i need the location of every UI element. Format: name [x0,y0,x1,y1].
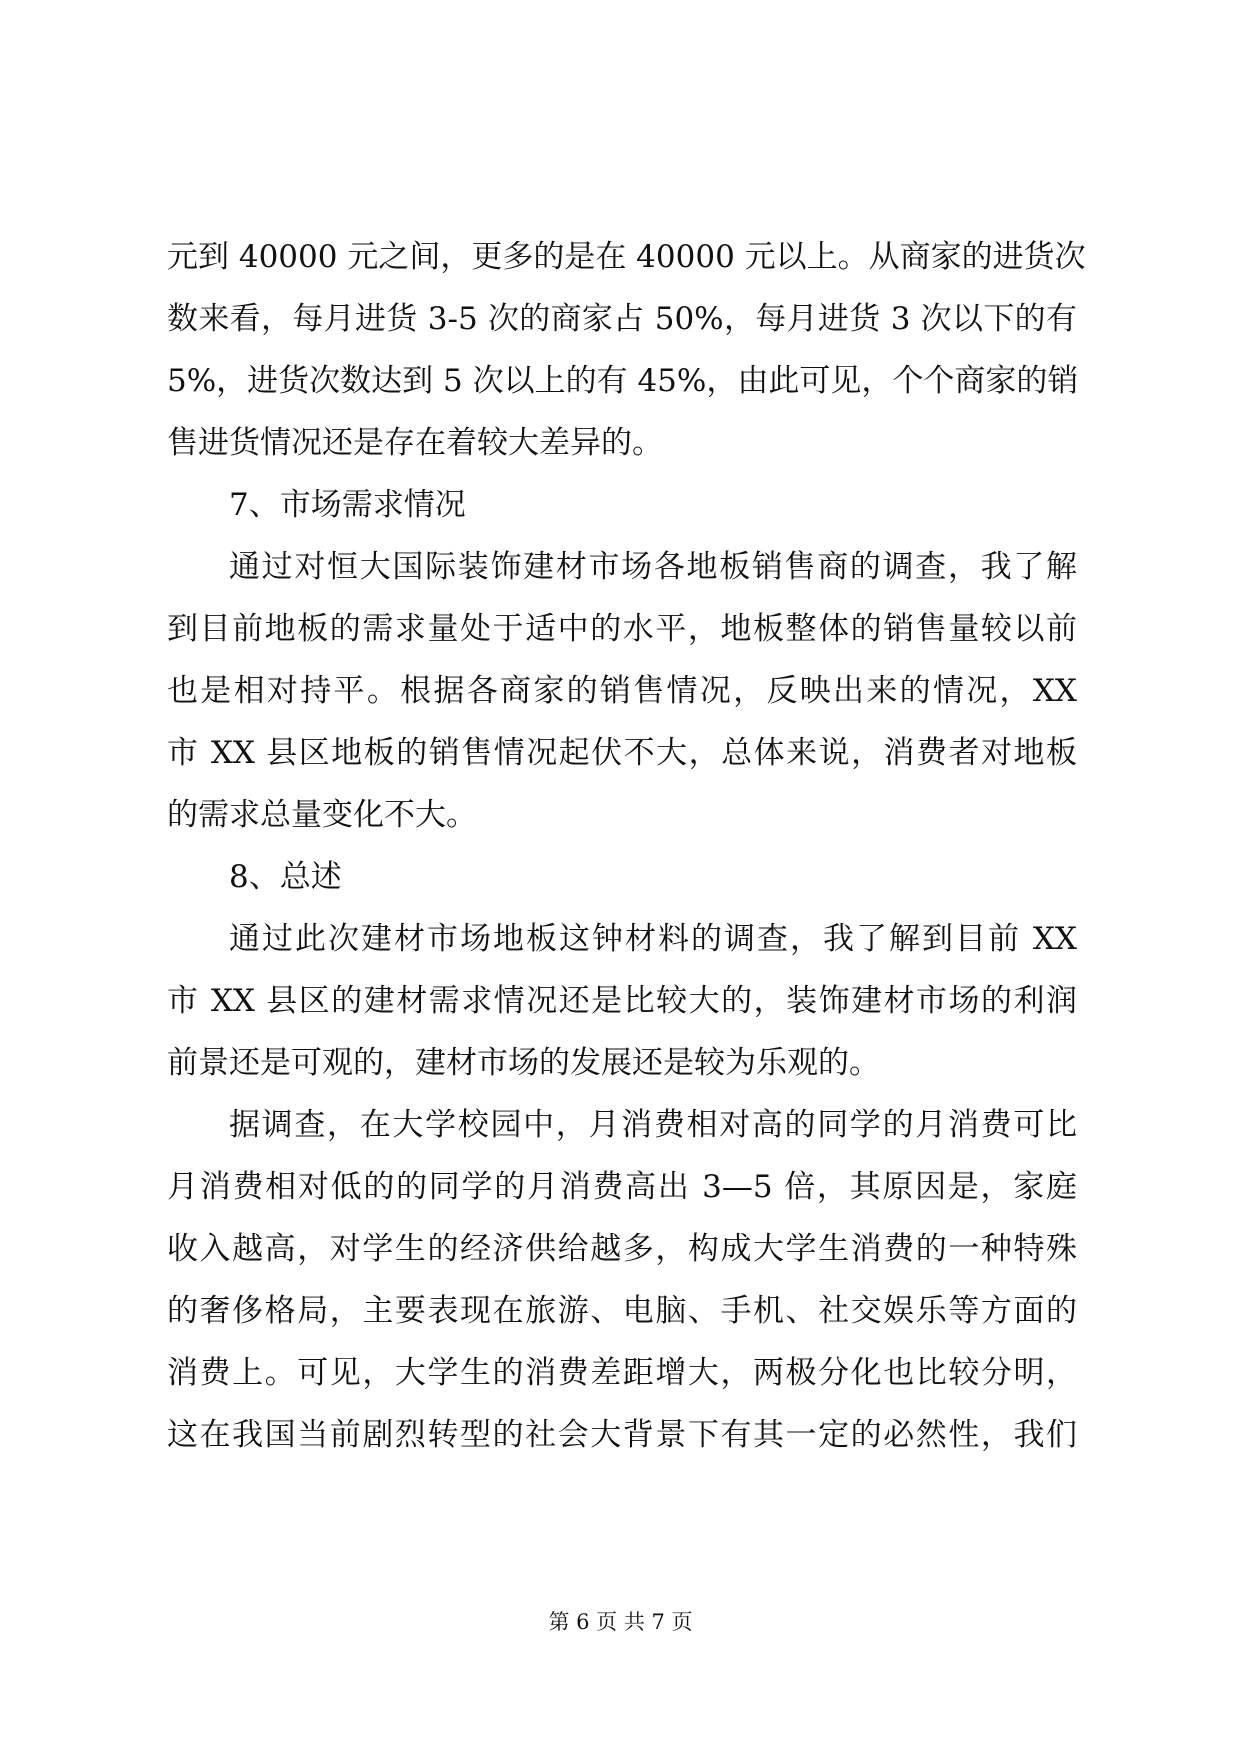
text-line: 的需求总量变化不大。 [167,797,477,833]
text-line: 月消费相对低的的同学的月消费高出 3—5 倍，其原因是，家庭 [167,1169,1077,1205]
text-line: 这在我国当前剧烈转型的社会大背景下有其一定的必然性，我们 [167,1417,1077,1453]
text-line: 5%，进货次数达到 5 次以上的有 45%，由此可见，个个商家的销 [167,363,1079,399]
text-line: 据调查，在大学校园中，月消费相对高的同学的月消费可比 [229,1107,1077,1143]
document-body [167,226,1086,1466]
text-line: 售进货情况还是存在着较大差异的。 [167,425,663,461]
text-line: 数来看，每月进货 3-5 次的商家占 50%，每月进货 3 次以下的有 [167,301,1077,337]
text-line: 市 XX 县区地板的销售情况起伏不大，总体来说，消费者对地板 [167,735,1077,771]
section-heading: 8、总述 [229,859,342,895]
text-line: 通过对恒大国际装饰建材市场各地板销售商的调查，我了解 [229,549,1077,585]
text-line: 前景还是可观的，建材市场的发展还是较为乐观的。 [167,1045,880,1081]
page-footer: 第 6 页 共 7 页 [548,1610,693,1634]
text-line: 也是相对持平。根据各商家的销售情况，反映出来的情况，XX [167,673,1077,709]
text-line: 收入越高，对学生的经济供给越多，构成大学生消费的一种特殊 [167,1231,1077,1267]
section-heading: 7、市场需求情况 [229,487,466,523]
text-line: 通过此次建材市场地板这钟材料的调查，我了解到目前 XX [229,921,1077,957]
text-line: 到目前地板的需求量处于适中的水平，地板整体的销售量较以前 [167,611,1077,647]
text-line: 市 XX 县区的建材需求情况还是比较大的，装饰建材市场的利润 [167,983,1077,1019]
text-line: 消费上。可见，大学生的消费差距增大，两极分化也比较分明， [167,1355,1077,1391]
text-line: 元到 40000 元之间，更多的是在 40000 元以上。从商家的进货次 [167,239,1086,275]
text-line: 的奢侈格局，主要表现在旅游、电脑、手机、社交娱乐等方面的 [167,1293,1077,1329]
